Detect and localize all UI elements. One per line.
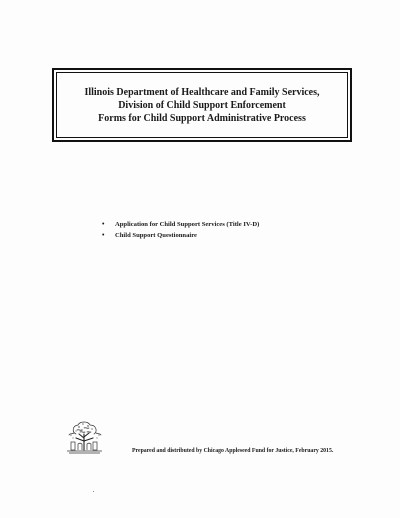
title-line-2: Division of Child Support Enforcement [118,99,286,111]
title-box [52,68,352,142]
footer-credit: Prepared and distributed by Chicago Appleseed Fund for Justice, February 2015. [132,448,334,454]
list-item-label: Child Support Questionnaire [115,232,197,239]
list-item [102,219,259,230]
appleseed-tree-logo-icon [62,420,108,456]
bullet-icon: • [102,231,105,239]
forms-list [102,219,259,241]
bullet-icon: • [102,220,105,228]
title-line-3: Forms for Child Support Administrative Process [98,112,306,124]
scan-speck [93,491,94,492]
list-item-label: Application for Child Support Services (Title IV-D) [115,221,260,228]
list-item [102,230,259,241]
title-line-1: Illinois Department of Healthcare and Family Services, [84,86,320,98]
